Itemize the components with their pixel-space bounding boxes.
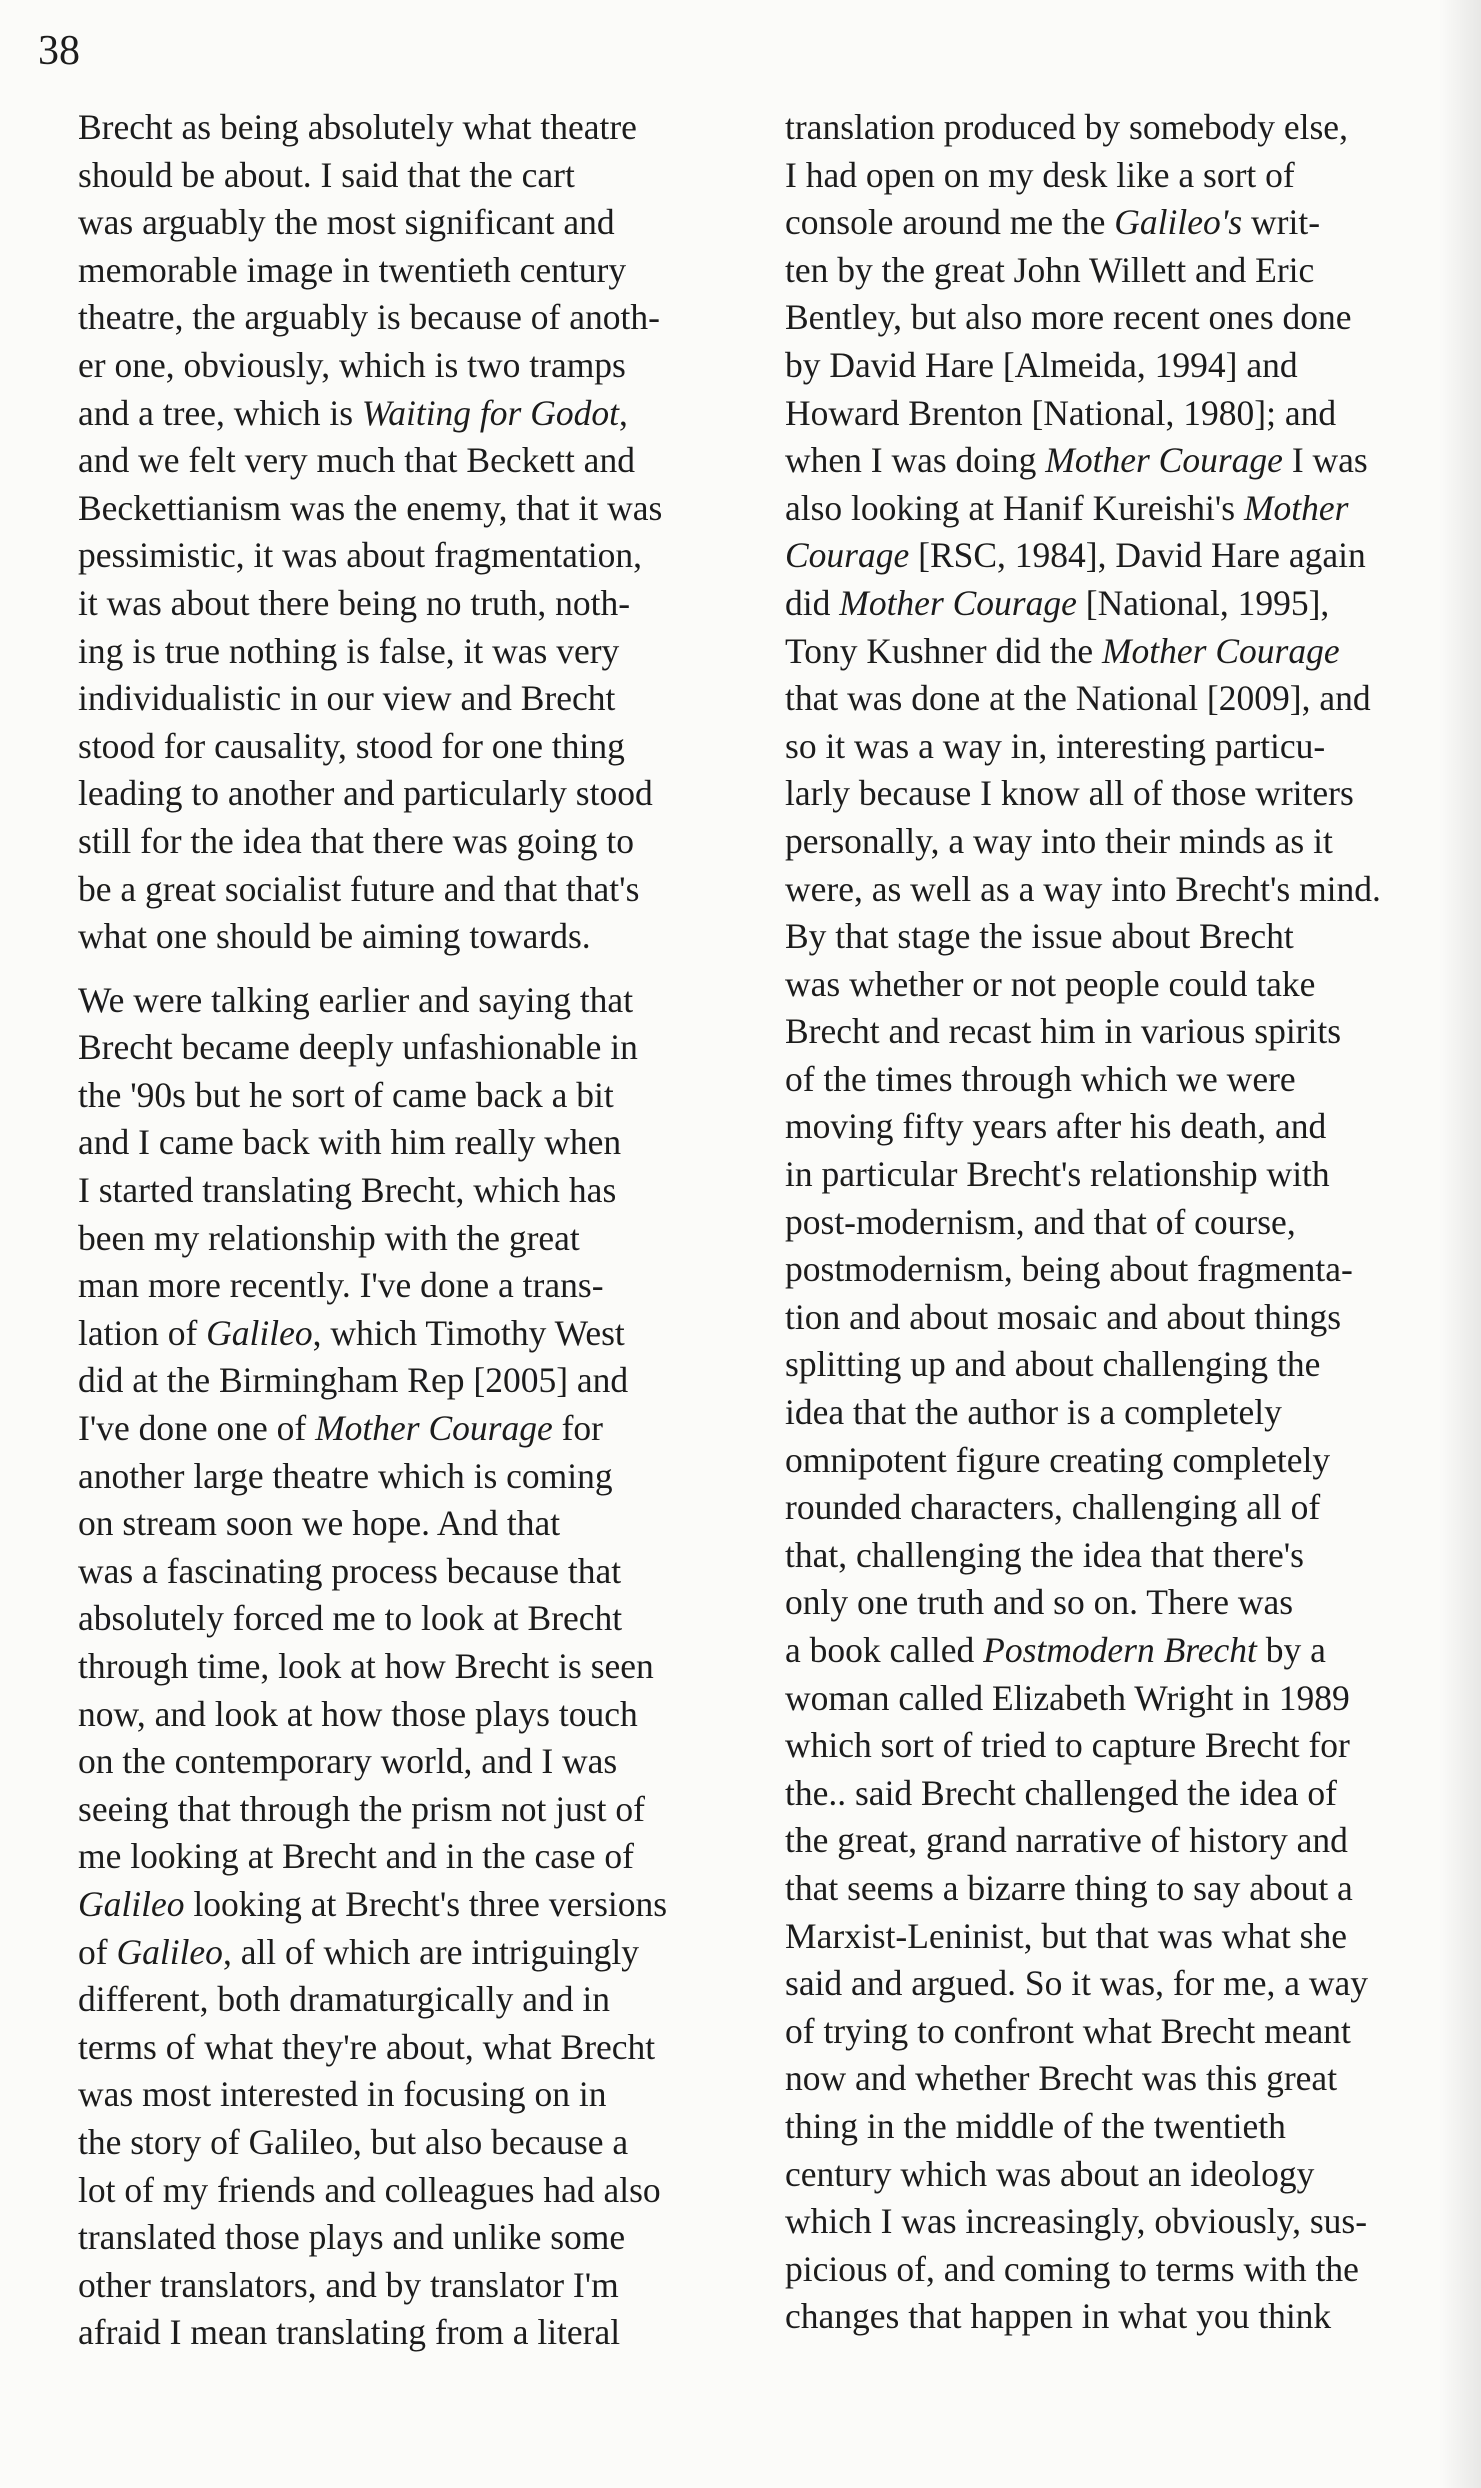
text-line: Bentley, but also more recent ones done	[785, 297, 1352, 338]
text-line: changes that happen in what you think	[785, 2296, 1332, 2337]
text-line: theatre, the arguably is because of anoth-	[78, 297, 660, 338]
text-line: Tony Kushner did the Mother Courage	[785, 630, 1340, 671]
text-line: the '90s but he sort of came back a bit	[78, 1074, 614, 1115]
text-line: Marxist-Leninist, but that was what she	[785, 1915, 1347, 1956]
text-line: larly because I know all of those writers	[785, 773, 1354, 814]
text-line: stood for causality, stood for one thing	[78, 725, 625, 766]
text-line: terms of what they're about, what Brecht	[78, 2026, 656, 2067]
text-line: pessimistic, it was about fragmentation,	[78, 535, 642, 576]
text-line: translated those plays and unlike some	[78, 2217, 626, 2258]
text-line: lation of Galileo, which Timothy West	[78, 1312, 625, 1353]
text-line: were, as well as a way into Brecht's mind.	[785, 868, 1381, 909]
text-line: postmodernism, being about fragmenta-	[785, 1249, 1353, 1290]
text-line: idea that the author is a completely	[785, 1392, 1282, 1433]
text-line: when I was doing Mother Courage I was	[785, 440, 1368, 481]
text-line: I've done one of Mother Courage for	[78, 1408, 603, 1449]
text-line: by David Hare [Almeida, 1994] and	[785, 344, 1298, 385]
text-line: afraid I mean translating from a literal	[78, 2312, 621, 2353]
text-line: memorable image in twentieth century	[78, 249, 627, 290]
text-line: lot of my friends and colleagues had also	[78, 2169, 661, 2210]
text-line: er one, obviously, which is two tramps	[78, 344, 626, 385]
text-line: should be about. I said that the cart	[78, 154, 575, 195]
text-line: of trying to confront what Brecht meant	[785, 2010, 1351, 2051]
text-line: rounded characters, challenging all of	[785, 1487, 1321, 1528]
text-line: was most interested in focusing on in	[78, 2074, 607, 2115]
paragraph-break	[78, 961, 750, 977]
text-line: I started translating Brecht, which has	[78, 1170, 617, 1211]
text-line: now and whether Brecht was this great	[785, 2058, 1338, 2099]
text-line: Galileo looking at Brecht's three versions	[78, 1883, 668, 1924]
text-line: been my relationship with the great	[78, 1217, 580, 1258]
page-number: 38	[38, 28, 80, 74]
text-line: and a tree, which is Waiting for Godot,	[78, 392, 628, 433]
text-line: Courage [RSC, 1984], David Hare again	[785, 535, 1366, 576]
text-line: and we felt very much that Beckett and	[78, 440, 635, 481]
text-line: seeing that through the prism not just of	[78, 1788, 645, 1829]
text-line: did Mother Courage [National, 1995],	[785, 582, 1330, 623]
text-line: tion and about mosaic and about things	[785, 1296, 1342, 1337]
text-line: that was done at the National [2009], and	[785, 678, 1371, 719]
text-line: personally, a way into their minds as it	[785, 820, 1333, 861]
text-line: ten by the great John Willett and Eric	[785, 249, 1315, 290]
text-line: century which was about an ideology	[785, 2153, 1315, 2194]
text-line: on stream soon we hope. And that	[78, 1503, 561, 1544]
text-line: through time, look at how Brecht is seen	[78, 1646, 654, 1686]
text-line: of the times through which we were	[785, 1058, 1296, 1099]
page-edge-shadow	[1439, 0, 1481, 2488]
text-line: which sort of tried to capture Brecht for	[785, 1725, 1350, 1766]
text-line: I had open on my desk like a sort of	[785, 154, 1295, 195]
text-line: be a great socialist future and that that's	[78, 868, 640, 909]
text-line: only one truth and so on. There was	[785, 1582, 1294, 1623]
text-line: Howard Brenton [National, 1980]; and	[785, 392, 1337, 433]
text-line: the.. said Brecht challenged the idea of	[785, 1772, 1338, 1813]
text-line: console around me the Galileo's writ-	[785, 202, 1321, 243]
text-line: translation produced by somebody else,	[785, 107, 1348, 147]
text-line: still for the idea that there was going to	[78, 820, 635, 861]
left-text-column	[78, 104, 750, 2357]
text-line: man more recently. I've done a trans-	[78, 1265, 604, 1306]
text-line: of Galileo, all of which are intriguingly	[78, 1931, 639, 1972]
text-line: on the contemporary world, and I was	[78, 1741, 618, 1782]
text-line: did at the Birmingham Rep [2005] and	[78, 1360, 629, 1401]
text-line: woman called Elizabeth Wright in 1989	[785, 1677, 1350, 1718]
text-line: post-modernism, and that of course,	[785, 1201, 1296, 1242]
text-line: We were talking earlier and saying that	[78, 979, 634, 1020]
text-line: absolutely forced me to look at Brecht	[78, 1598, 623, 1639]
text-line: now, and look at how those plays touch	[78, 1693, 638, 1734]
text-line: and I came back with him really when	[78, 1122, 622, 1163]
text-line: Brecht as being absolutely what theatre	[78, 107, 637, 147]
text-line: ing is true nothing is false, it was very	[78, 630, 620, 671]
text-line: moving fifty years after his death, and	[785, 1106, 1327, 1147]
text-line: Brecht and recast him in various spirits	[785, 1011, 1342, 1052]
text-line: was arguably the most significant and	[78, 202, 615, 243]
text-line: that seems a bizarre thing to say about a	[785, 1867, 1353, 1908]
text-line: so it was a way in, interesting particu-	[785, 725, 1326, 766]
text-line: other translators, and by translator I'm	[78, 2264, 619, 2305]
text-line: said and argued. So it was, for me, a way	[785, 1963, 1368, 2004]
text-line: leading to another and particularly stood	[78, 773, 653, 814]
text-line: which I was increasingly, obviously, sus-	[785, 2201, 1368, 2242]
text-line: Beckettianism was the enemy, that it was	[78, 487, 663, 528]
text-line: By that stage the issue about Brecht	[785, 916, 1294, 957]
text-line: was whether or not people could take	[785, 963, 1316, 1004]
text-line: that, challenging the idea that there's	[785, 1534, 1304, 1575]
text-line: individualistic in our view and Brecht	[78, 678, 616, 719]
text-line: in particular Brecht's relationship with	[785, 1154, 1330, 1195]
text-line: another large theatre which is coming	[78, 1455, 613, 1496]
text-line: omnipotent figure creating completely	[785, 1439, 1331, 1480]
text-line: also looking at Hanif Kureishi's Mother	[785, 487, 1349, 528]
text-line: thing in the middle of the twentieth	[785, 2105, 1286, 2146]
text-line: it was about there being no truth, noth-	[78, 582, 631, 623]
right-text-column	[785, 104, 1445, 2341]
text-line: splitting up and about challenging the	[785, 1344, 1321, 1385]
text-line: picious of, and coming to terms with the	[785, 2248, 1359, 2289]
text-line: Brecht became deeply unfashionable in	[78, 1027, 638, 1068]
text-line: what one should be aiming towards.	[78, 916, 591, 957]
text-line: me looking at Brecht and in the case of	[78, 1836, 634, 1877]
text-line: a book called Postmodern Brecht by a	[785, 1630, 1326, 1670]
text-line: the great, grand narrative of history and	[785, 1820, 1348, 1861]
text-line: was a fascinating process because that	[78, 1550, 622, 1591]
text-line: different, both dramaturgically and in	[78, 1979, 611, 2020]
text-line: the story of Galileo, but also because a	[78, 2121, 629, 2162]
